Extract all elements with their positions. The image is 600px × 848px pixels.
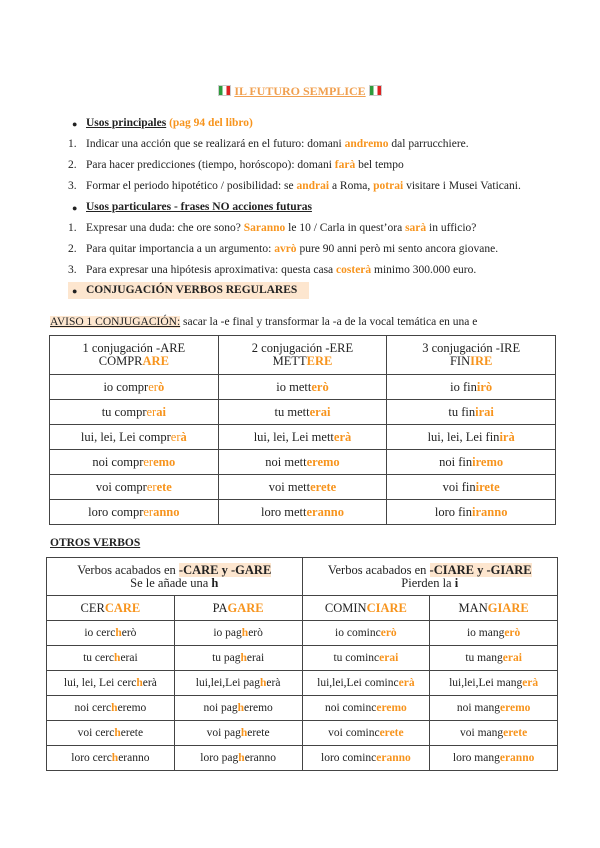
text-segment: dal parrucchiere. — [388, 138, 469, 150]
highlighted-segment: farà — [334, 159, 356, 171]
text-segment: voi compr — [95, 479, 147, 494]
table-row — [47, 696, 558, 721]
highlighted-segment: CIARE — [366, 600, 407, 615]
text-segment: eranno — [244, 752, 276, 764]
text-segment: noi cerc — [74, 702, 112, 714]
table-cell — [430, 721, 558, 746]
italian-flag-icon — [218, 85, 231, 96]
table-row — [47, 558, 558, 596]
text-segment: lui, lei, Lei fin — [427, 429, 500, 444]
table-cell — [218, 375, 387, 400]
text-segment: noi fin — [439, 454, 473, 469]
table-cell — [302, 596, 430, 621]
text-segment: eremo — [117, 702, 147, 714]
highlighted-segment: i — [454, 575, 459, 590]
text-segment: bel tempo — [355, 159, 404, 171]
text-segment: lui, lei, Lei mett — [253, 429, 334, 444]
table-cell — [47, 696, 175, 721]
highlighted-segment: GARE — [227, 600, 264, 615]
text-segment: loro mett — [260, 504, 307, 519]
text-segment: voi mang — [460, 727, 504, 739]
table-row — [47, 671, 558, 696]
table-cell — [218, 400, 387, 425]
highlighted-segment: h — [111, 702, 118, 714]
table-cell — [387, 375, 556, 400]
highlighted-segment: er — [148, 379, 158, 394]
text-segment: loro fin — [434, 504, 473, 519]
table-cell — [302, 558, 558, 596]
table-cell — [387, 425, 556, 450]
highlighted-segment: er — [146, 404, 157, 419]
table-cell — [430, 621, 558, 646]
bullet-icon: ● — [72, 203, 78, 213]
text-segment: 1 conjugación -ARE — [82, 341, 186, 355]
highlighted-segment: à — [180, 429, 187, 444]
highlighted-segment: h — [111, 752, 119, 764]
usos-principales-item — [86, 159, 404, 171]
text-segment: loro cominc — [321, 752, 377, 764]
highlighted-segment: costerà — [336, 264, 372, 276]
highlighted-segment: er — [143, 504, 154, 519]
table-cell — [47, 746, 175, 771]
text-segment: MAN — [458, 600, 488, 615]
text-segment: noi mang — [456, 702, 500, 714]
table-cell — [174, 646, 302, 671]
document-title — [0, 84, 600, 99]
text-segment: PA — [212, 600, 228, 615]
highlighted-segment: irai — [475, 404, 494, 419]
list-number: 2. — [68, 243, 77, 255]
highlighted-segment: er — [143, 454, 154, 469]
table-row — [47, 746, 558, 771]
highlighted-segment: h — [211, 575, 219, 590]
table-row — [50, 450, 556, 475]
bullet-icon: ● — [72, 286, 78, 296]
text-segment: in ufficio? — [426, 222, 477, 234]
text-segment: 2 conjugación -ERE — [251, 341, 354, 355]
table-row — [50, 425, 556, 450]
text-segment: io pag — [213, 627, 242, 639]
title-text: IL FUTURO SEMPLICE — [234, 84, 366, 98]
table-cell — [50, 400, 219, 425]
text-segment: tu compr — [101, 404, 147, 419]
text-segment: a Roma, — [329, 180, 374, 192]
text-segment: Para expresar una hipótesis aproximativa: questa casa — [86, 264, 337, 276]
table-cell — [50, 425, 219, 450]
text-segment: lui,lei,Lei mang — [449, 677, 523, 689]
usos-principales-heading: Usos principales (pag 94 del libro) — [86, 117, 253, 129]
text-segment: io compr — [103, 379, 149, 394]
text-segment: voi cerc — [77, 727, 115, 739]
highlighted-segment: h — [237, 702, 245, 714]
highlighted-segment: andrai — [296, 180, 330, 192]
table-row — [47, 721, 558, 746]
table-cell — [50, 450, 219, 475]
list-number: 1. — [68, 138, 77, 150]
text-segment: erete — [247, 727, 270, 739]
highlighted-segment: eranno — [499, 752, 535, 764]
text-segment: tu mett — [274, 404, 310, 419]
highlighted-segment: er — [146, 479, 157, 494]
italian-flag-icon — [369, 85, 382, 96]
table-row — [47, 596, 558, 621]
text-segment: erà — [142, 677, 157, 689]
highlighted-segment: potrai — [373, 180, 404, 192]
text-segment: erò — [121, 627, 137, 639]
highlighted-segment: erai — [309, 404, 331, 419]
text-segment: erai — [120, 652, 138, 664]
highlighted-segment: ARE — [142, 354, 169, 368]
highlighted-segment: h — [240, 727, 248, 739]
highlighted-segment: erai — [502, 652, 522, 664]
text-segment: io mang — [466, 627, 505, 639]
table-cell — [47, 621, 175, 646]
table-cell — [387, 336, 556, 375]
text-segment: tu mang — [465, 652, 503, 664]
usos-particulares-heading: Usos particulares - frases NO acciones futuras — [86, 201, 312, 213]
text-segment: io cerc — [84, 627, 116, 639]
table-row — [50, 400, 556, 425]
text-segment: noi compr — [92, 454, 144, 469]
highlighted-segment: h — [240, 652, 247, 664]
usos-particulares-item — [86, 243, 498, 255]
text-segment: lui, lei, Lei cerc — [63, 677, 137, 689]
highlighted-segment: erete — [379, 727, 404, 739]
table-cell — [430, 671, 558, 696]
highlighted-segment: erò — [380, 627, 397, 639]
text-segment: erete — [120, 727, 144, 739]
table-cell — [174, 696, 302, 721]
text-segment: FIN — [449, 354, 471, 368]
highlighted-segment: er — [170, 429, 181, 444]
table-cell — [218, 475, 387, 500]
highlighted-segment: erete — [503, 727, 528, 739]
highlighted-segment: h — [238, 752, 245, 764]
highlighted-segment: eremo — [376, 702, 407, 714]
text-segment: loro mang — [452, 752, 500, 764]
table-row — [50, 336, 556, 375]
highlighted-segment: emo — [153, 454, 176, 469]
table-row — [50, 500, 556, 525]
table-cell — [47, 596, 175, 621]
text-segment: minimo 300.000 euro. — [371, 264, 477, 276]
highlighted-segment: eranno — [306, 504, 344, 519]
aviso-text: sacar la -e final y transformar la -a de la vocal temática en una e — [180, 316, 478, 328]
text-segment: 3 conjugación -IRE — [422, 341, 521, 355]
other-verbs-table — [46, 557, 558, 771]
highlighted-segment: erà — [333, 429, 352, 444]
text-segment: erò — [248, 627, 263, 639]
highlighted-segment: h — [241, 627, 249, 639]
table-cell — [47, 671, 175, 696]
table-cell — [387, 475, 556, 500]
highlighted-segment: erà — [398, 677, 415, 689]
table-row — [47, 621, 558, 646]
text-segment: Para hacer predicciones (tiempo, horóscopo): domani — [86, 159, 335, 171]
text-segment: io fin — [450, 379, 477, 394]
table-cell — [50, 336, 219, 375]
text-segment: CER — [80, 600, 105, 615]
highlighted-segment: h — [115, 627, 122, 639]
text-segment: pure 90 anni però mi sento ancora giovane. — [296, 243, 499, 255]
highlighted-segment: erai — [379, 652, 399, 664]
text-segment: Se le añade una — [130, 575, 212, 590]
text-segment: tu cerc — [83, 652, 115, 664]
text-segment: io cominc — [335, 627, 381, 639]
text-segment: Formar el periodo hipotético / posibilidad: se — [86, 180, 297, 192]
text-segment: noi mett — [265, 454, 307, 469]
table-cell — [218, 450, 387, 475]
text-segment: lui,lei,Lei cominc — [317, 677, 399, 689]
otros-verbos-heading: OTROS VERBOS — [50, 537, 141, 549]
highlighted-segment: erò — [311, 379, 329, 394]
table-cell — [174, 746, 302, 771]
table-cell — [218, 425, 387, 450]
table-cell — [302, 671, 430, 696]
text-segment: lui, lei, Lei compr — [80, 429, 171, 444]
table-cell — [47, 646, 175, 671]
text-segment: voi fin — [442, 479, 476, 494]
text-segment: le 10 / Carla in quest’ora — [285, 222, 406, 234]
text-segment: io mett — [276, 379, 312, 394]
text-segment: eremo — [244, 702, 273, 714]
highlighted-segment: h — [260, 677, 267, 689]
table-cell — [218, 336, 387, 375]
list-number: 2. — [68, 159, 77, 171]
text-segment: Para quitar importancia a un argumento: — [86, 243, 275, 255]
text-segment: Pierden la — [401, 575, 455, 590]
highlighted-segment: erà — [522, 677, 539, 689]
usos-particulares-item — [86, 222, 476, 234]
highlighted-segment: h — [114, 727, 121, 739]
highlighted-segment: andremo — [344, 138, 389, 150]
highlighted-segment: anno — [153, 504, 180, 519]
table-cell — [174, 596, 302, 621]
table-row — [50, 375, 556, 400]
highlighted-segment: ò — [157, 379, 165, 394]
highlighted-segment: erete — [310, 479, 337, 494]
highlighted-segment: IRE — [470, 354, 493, 368]
table-cell — [302, 696, 430, 721]
highlighted-segment: GIARE — [487, 600, 529, 615]
table-cell — [302, 721, 430, 746]
table-cell — [302, 646, 430, 671]
highlighted-segment: erò — [504, 627, 521, 639]
table-cell — [302, 746, 430, 771]
text-segment: lui,lei,Lei pag — [195, 677, 260, 689]
highlighted-segment: eremo — [499, 702, 531, 714]
regular-conjugation-table — [49, 335, 556, 525]
text-segment: tu pag — [212, 652, 241, 664]
text-segment: Verbos acabados en — [327, 562, 430, 577]
text-segment: eranno — [118, 752, 150, 764]
table-cell — [50, 475, 219, 500]
table-cell — [174, 721, 302, 746]
table-row — [50, 475, 556, 500]
table-cell — [50, 500, 219, 525]
table-cell — [430, 646, 558, 671]
highlighted-segment: ete — [156, 479, 172, 494]
text-segment: Indicar una acción que se realizará en el futuro: domani — [86, 138, 345, 150]
text-segment: Expresar una duda: che ore sono? — [86, 222, 244, 234]
aviso-label: AVISO 1 CONJUGACIÓN: — [50, 316, 181, 328]
table-cell — [174, 671, 302, 696]
highlighted-segment: eranno — [376, 752, 411, 764]
highlighted-segment: -CIARE y -GIARE — [429, 562, 532, 577]
list-number: 3. — [68, 180, 77, 192]
usos-principales-item — [86, 138, 469, 150]
highlighted-segment: avrò — [274, 243, 297, 255]
text-segment: voi mett — [268, 479, 311, 494]
text-segment: tu cominc — [333, 652, 380, 664]
text-segment: visitare i Musei Vaticani. — [403, 180, 521, 192]
text-segment: COMPR — [98, 354, 143, 368]
table-cell — [430, 596, 558, 621]
highlighted-segment: -CARE y -GARE — [178, 562, 272, 577]
text-segment: tu fin — [448, 404, 476, 419]
aviso-line — [50, 316, 477, 328]
text-segment: loro cerc — [71, 752, 112, 764]
table-cell — [174, 621, 302, 646]
bullet-icon: ● — [72, 119, 78, 129]
text-segment: Verbos acabados en — [77, 562, 179, 577]
highlighted-segment: irete — [475, 479, 500, 494]
table-cell — [50, 375, 219, 400]
table-row — [47, 646, 558, 671]
table-cell — [47, 558, 303, 596]
text-segment: voi pag — [206, 727, 241, 739]
list-number: 3. — [68, 264, 77, 276]
table-cell — [302, 621, 430, 646]
table-cell — [387, 500, 556, 525]
text-segment: noi cominc — [324, 702, 377, 714]
text-segment: erà — [266, 677, 281, 689]
text-segment: loro compr — [88, 504, 144, 519]
highlighted-segment: ERE — [306, 354, 333, 368]
table-cell — [387, 400, 556, 425]
highlighted-segment: iranno — [472, 504, 508, 519]
highlighted-segment: Saranno — [243, 222, 286, 234]
table-cell — [430, 696, 558, 721]
highlighted-segment: h — [114, 652, 121, 664]
highlighted-segment: sarà — [405, 222, 427, 234]
highlighted-segment: eremo — [306, 454, 340, 469]
usos-principales-item — [86, 180, 521, 192]
text-segment: noi pag — [203, 702, 238, 714]
list-number: 1. — [68, 222, 77, 234]
highlighted-segment: irò — [476, 379, 493, 394]
table-cell — [387, 450, 556, 475]
text-segment: voi cominc — [328, 727, 380, 739]
text-segment: COMIN — [324, 600, 367, 615]
text-segment: erai — [246, 652, 265, 664]
highlighted-segment: irà — [499, 429, 515, 444]
highlighted-segment: h — [136, 677, 143, 689]
table-cell — [430, 746, 558, 771]
text-segment: loro pag — [200, 752, 239, 764]
text-segment: METT — [272, 354, 307, 368]
table-cell — [218, 500, 387, 525]
usos-particulares-item — [86, 264, 476, 276]
conjugacion-heading: CONJUGACIÓN VERBOS REGULARES — [86, 284, 298, 296]
table-cell — [47, 721, 175, 746]
highlighted-segment: ai — [156, 404, 166, 419]
highlighted-segment: CARE — [104, 600, 141, 615]
highlighted-segment: iremo — [472, 454, 504, 469]
